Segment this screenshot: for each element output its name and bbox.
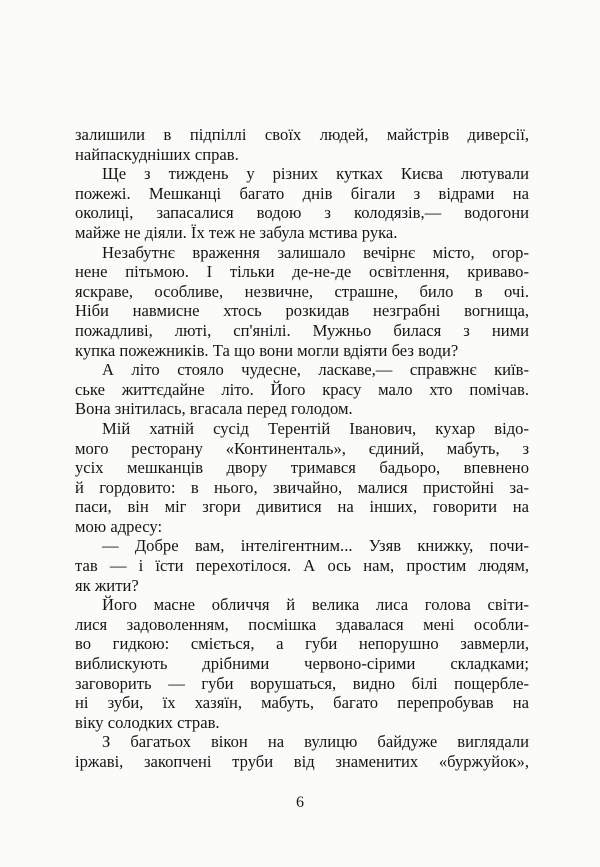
text-line: пожежі. Мешканці багато днів бігали з відрами на xyxy=(75,183,529,203)
page-number: 6 xyxy=(296,794,304,811)
text-line: лися задоволенням, посмішка здавалася мені особли- xyxy=(75,614,529,634)
text-line: яскраве, особливе, незвичне, страшне, било в очі. xyxy=(75,281,529,301)
text-line: Незабутнє враження залишало вечірнє місто, огор- xyxy=(102,242,529,262)
text-line: виблискують дрібними червоно-сірими складками; xyxy=(75,654,529,674)
text-line: ське життєдайне літо. Його красу мало хто помічав. xyxy=(75,379,529,399)
text-line: мого ресторану «Континенталь», єдиний, мабуть, з xyxy=(75,438,529,458)
text-line: Його масне обличчя й велика лиса голова світи- xyxy=(102,595,529,615)
text-line: Мій хатній сусід Терентій Іванович, кухар відо- xyxy=(102,418,529,438)
text-line: Ніби навмисне хтось розкидав незграбні вогнища, xyxy=(75,301,529,321)
text-line: — Добре вам, інтелігентним... Узяв книжку, почи- xyxy=(102,536,529,556)
text-line: усіх мешканців двору тримався бадьоро, впевнено xyxy=(75,458,529,478)
text-line: пожадливі, люті, сп'янілі. Мужньо билася з ними xyxy=(75,320,529,340)
body-text xyxy=(75,125,529,772)
text-line: Вона знітилась, вгасала перед голодом. xyxy=(75,399,353,419)
text-line: З багатьох вікон на вулицю байдуже виглядали xyxy=(102,732,529,752)
text-line: во гидкою: сміється, а губи непорушно завмерли, xyxy=(75,634,529,654)
text-line: нене пітьмою. І тільки де-не-де освітлення, криваво- xyxy=(75,262,529,282)
text-line: іржаві, закопчені труби від знаменитих «буржуйок», xyxy=(75,752,529,771)
text-line: віку солодких страв. xyxy=(75,712,220,732)
text-line: околиці, запасалися водою з колодязів,— водогони xyxy=(75,203,529,223)
text-line: майже не діяли. Їх теж не забула мстива рука. xyxy=(75,222,398,242)
text-line: тав — і їсти перехотілося. А ось нам, простим людям, xyxy=(75,556,529,576)
text-line: А літо стояло чудесне, ласкаве,— справжнє київ- xyxy=(102,360,529,380)
text-line: Ще з тиждень у різних кутках Києва лютували xyxy=(102,164,529,184)
text-line: заговорить — губи ворушаться, видно білі пощербле- xyxy=(75,673,529,693)
text-line: найпаскудніших справ. xyxy=(75,144,239,164)
text-line: ні зуби, їх хазяїн, мабуть, багато перепробував на xyxy=(75,693,529,713)
text-line: мою адресу: xyxy=(75,516,163,536)
text-line: паси, він міг згори дивитися на інших, говорити на xyxy=(75,497,529,517)
text-line: як жити? xyxy=(75,575,139,595)
text-line: залишили в підпіллі своїх людей, майстрів диверсії, xyxy=(75,125,529,144)
text-line: купка пожежників. Та що вони могли вдіяти без води? xyxy=(75,340,459,360)
text-line: й гордовито: в нього, звичайно, малися пристойні за- xyxy=(75,477,529,497)
